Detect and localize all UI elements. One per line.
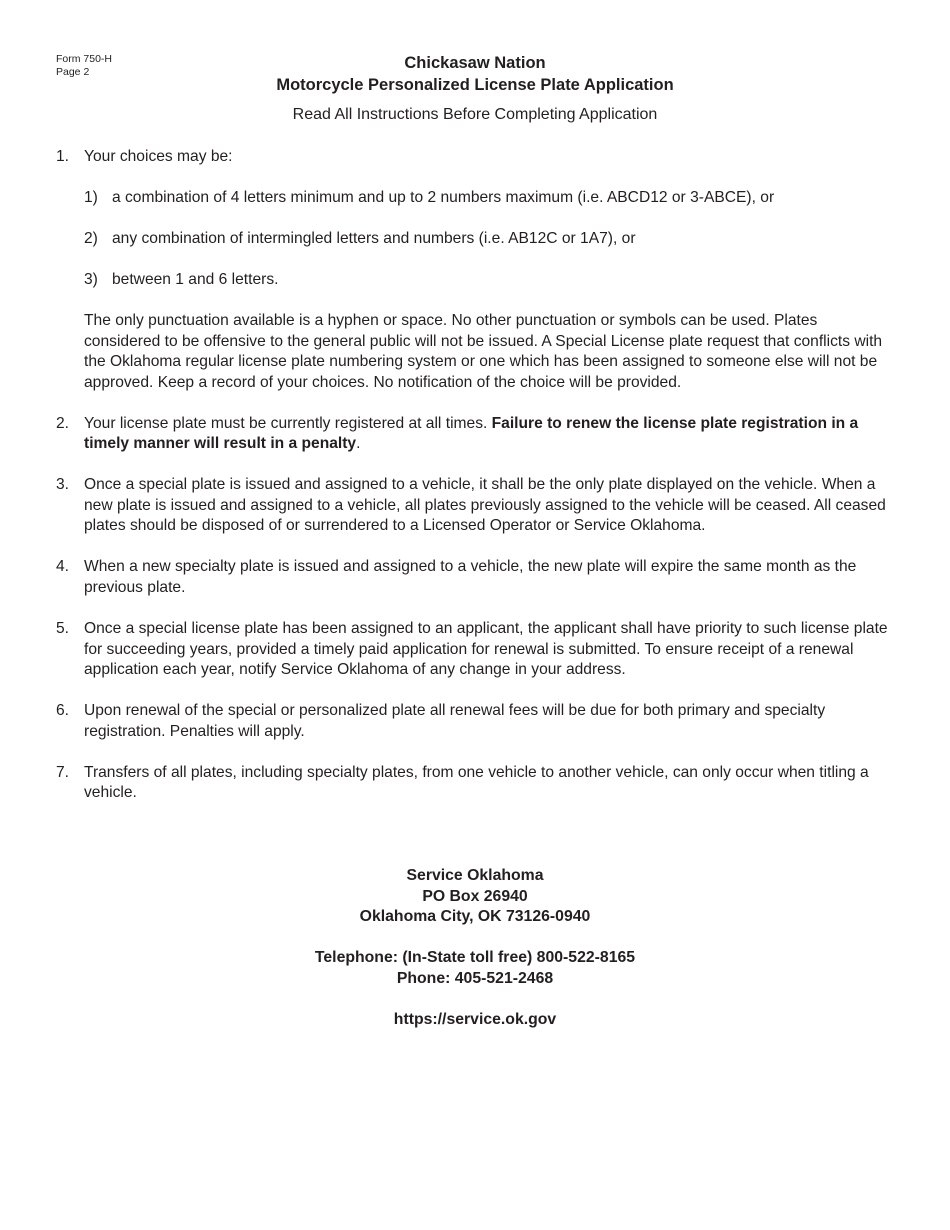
- item-number: 6.: [56, 702, 70, 720]
- list-item: [56, 147, 892, 393]
- sub-item-number: 2): [84, 229, 98, 247]
- sub-item: [84, 229, 892, 250]
- item-number: 7.: [56, 763, 70, 781]
- item-text: Your license plate must be currently registered at all times.: [84, 414, 492, 432]
- item-number: 3.: [56, 476, 70, 494]
- contact-city: Oklahoma City, OK 73126-0940: [359, 908, 591, 926]
- page-title: Motorcycle Personalized License Plate Application: [276, 76, 674, 94]
- item-text: Once a special plate is issued and assigned to a vehicle, it shall be the only plate displayed on the vehicle. When a new plate is issued and assigned to a vehicle, all plates previously assigned to the vehicle will be ceased. All ceased plates should be disposed of or surrendered to a Licensed Operator or Service Oklahoma.: [84, 476, 886, 535]
- item-number: 2.: [56, 414, 70, 432]
- contact-website: https://service.ok.gov: [393, 1010, 557, 1028]
- item-number: 1.: [56, 148, 70, 165]
- form-number: Form 750-H: [56, 53, 113, 65]
- item-content: [84, 147, 892, 393]
- document-header: [0, 52, 950, 125]
- list-item: [56, 619, 892, 681]
- instructions-subtitle: Read All Instructions Before Completing Application: [292, 106, 658, 123]
- sub-item: [84, 270, 892, 291]
- contact-name: Service Oklahoma: [406, 867, 544, 884]
- sub-item-text: between 1 and 6 letters.: [112, 270, 279, 288]
- item-number: 4.: [56, 558, 70, 576]
- contact-telephone: Telephone: (In-State toll free) 800-522-8165: [314, 949, 636, 967]
- penalty-warning: Failure to renew the license plate registration in a timely manner will result in a penalty: [84, 414, 859, 453]
- punctuation-paragraph: The only punctuation available is a hyphen or space. No other punctuation or symbols can be used. Plates considered to be offensive to the general public will not be issued. A Special License plate request that conflicts with the Oklahoma regular license plate numbering system or one which has been assigned to someone else will not be approved. Keep a record of your choices. No notification of the choice will be provided.: [84, 311, 883, 391]
- sub-item: [84, 188, 892, 209]
- instructions-list: [56, 147, 892, 824]
- item-number: 5.: [56, 620, 70, 638]
- list-item: [56, 763, 892, 804]
- sub-item-text: any combination of intermingled letters and numbers (i.e. AB12C or 1A7), or: [112, 229, 636, 247]
- list-item: [56, 475, 892, 537]
- sub-item-number: 1): [84, 188, 98, 206]
- item-text: Your choices may be:: [84, 148, 233, 165]
- item-text: Upon renewal of the special or personalized plate all renewal fees will be due for both primary and specialty registration. Penalties will apply.: [84, 702, 826, 740]
- item-text: Transfers of all plates, including specialty plates, from one vehicle to another vehicle, can only occur when titling a vehicle.: [84, 763, 869, 802]
- list-item: [56, 701, 892, 742]
- contact-block: [0, 866, 950, 1030]
- contact-phone: Phone: 405-521-2468: [396, 969, 554, 987]
- item-text: Once a special license plate has been assigned to an applicant, the applicant shall have priority to such license plate for succeeding years, provided a timely paid application for renewal is submitted. To ensure receipt of a renewal application each year, notify Service Oklahoma of any change in your address.: [84, 620, 888, 679]
- item-text-tail: .: [356, 435, 361, 453]
- sub-item-number: 3): [84, 270, 98, 288]
- page-number: Page 2: [56, 66, 90, 78]
- sub-item-text: a combination of 4 letters minimum and up to 2 numbers maximum (i.e. ABCD12 or 3-ABCE), or: [112, 188, 775, 206]
- item-text: When a new specialty plate is issued and assigned to a vehicle, the new plate will expire the same month as the previous plate.: [84, 558, 857, 597]
- list-item: [56, 414, 892, 455]
- org-name: Chickasaw Nation: [404, 54, 546, 72]
- list-item: [56, 557, 892, 598]
- item-content: [84, 414, 892, 455]
- contact-po-box: PO Box 26940: [422, 887, 528, 905]
